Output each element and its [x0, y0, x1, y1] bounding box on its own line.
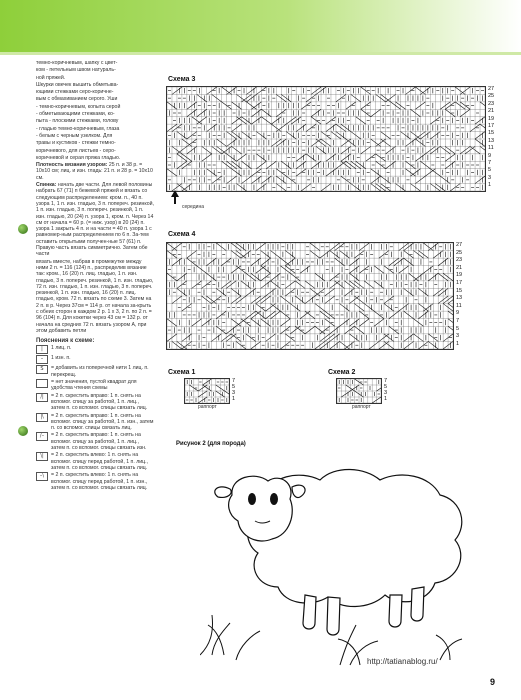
row-number: 5 [488, 167, 492, 174]
intro-paragraphs [36, 60, 154, 161]
legend-text: = 2 п. скрестить влево: 1 п. снять на вспомог. спицу перед работой, 1 п. изн., затем п. со вспомог. спицы связать лиц. [51, 472, 148, 491]
legend-text: = нет значения, пустой квадрат для удобства чтения схемы [51, 379, 137, 392]
schema3-row-numbers [488, 86, 494, 190]
legend-symbol-icon [36, 379, 48, 388]
back-paragraph [36, 182, 154, 258]
back-label: Спинка: [36, 182, 57, 189]
row-number: 5 [384, 384, 388, 390]
intro-line: Шкурки овечек вышить обметыва- [36, 81, 119, 88]
schema4-chart-grid [166, 242, 454, 350]
legend-item [36, 472, 154, 491]
header-green-band [0, 0, 521, 52]
row-number: 21 [488, 108, 495, 115]
legend-item [36, 355, 154, 364]
intro-line: темно-коричневым, шапку с цвет- [36, 60, 118, 66]
row-number: 25 [456, 249, 463, 256]
row-number: 5 [456, 325, 460, 332]
row-number: 19 [456, 272, 463, 279]
row-number: 23 [488, 100, 495, 107]
header-band-edge [0, 52, 521, 55]
legend-symbol-icon: | [36, 345, 48, 354]
green-bullet-icon [18, 224, 28, 234]
row-number: 3 [232, 390, 236, 396]
row-number: 25 [488, 93, 495, 100]
intro-line: - гладью темно-коричневым, глаза [36, 125, 120, 132]
schema3-chart-grid [166, 86, 486, 192]
legend-symbol-icon: |\ [36, 413, 48, 422]
back-text-1: начать две части. Для левой половины набрать 67 (71) п бежевой пряжей и вязать со следующим распределением: кром. п., 40 п. узора 1, 1 п. изн. гладью, 3 п. попереч. резинкой, 1 п. изн. гладью, 3 п. попереч. резинкой, 1 п. изн. гладью, 20 (24) п. узора 1, кром. п. Через 14 см от начала = 60 р. (= ниж. узор) в 20 (24) п. узора 1 закрыть 4 п. и на части = 40 п. узора 1 с равномер-ным распределением по 6 п. За-тем оставить открытыми получен-ные 57 (61) п. Правую часть вязать симметрично. Затем обе части [36, 182, 154, 258]
density-paragraph [36, 162, 154, 181]
schema1-title: Схема 1 [168, 369, 196, 376]
row-number: 9 [456, 310, 460, 317]
back-paragraph-2 [36, 259, 154, 335]
intro-line: ком - петельным швом натураль- [36, 67, 116, 74]
schema4-row-numbers [456, 242, 462, 348]
legend-text: 1 изн. п. [51, 355, 71, 362]
left-text-column [36, 60, 154, 492]
intro-line: травы и кустиков - стежки темно- [36, 140, 116, 147]
row-number: 7 [232, 378, 236, 384]
row-number: 7 [456, 317, 460, 324]
intro-line: вым с обмахиванием серого. Уши [36, 96, 118, 103]
intro-line: ющими стежками серо-коричне- [36, 89, 114, 96]
legend-symbol-icon: \| [36, 452, 48, 461]
row-number: 21 [456, 264, 463, 271]
row-number: 7 [384, 378, 388, 384]
row-number: 3 [456, 333, 460, 340]
schema1-chart-grid [184, 378, 230, 404]
legend-item [36, 345, 154, 354]
row-number: 1 [488, 182, 492, 189]
row-number: 7 [488, 160, 492, 167]
sheep-illustration [200, 455, 500, 670]
legend-text: = 2 п. скрестить влево: 1 п. снять на вспомог. спицу перед работой, 1 п. лиц., затем п. со вспомог. спицы связать лиц. [51, 452, 148, 471]
density-label: Плотность вязания узором: [36, 162, 108, 169]
back-text-2: вязать вместе, набрав в промежутке между ними 2 п. = 116 (124) п., распределив вязание так: кром., 16 (20) п. лиц. гладью, 1 п. изн. гладью, 3 п. попереч. резинкой, 1 п. изн. гладью, 72 п. изн. гладью, 1 п. изн. гладью, 3 п. попереч. резинкой, 1 п. изн. гладью, 16 (20) п. лиц. гладью, кром. 72 п. вязать по схеме 3. Затем на 2 п. в р. Через 37см = 114 р. от начала за-крыть с обеих сторон в каждом 2 р. 1 x 3, 2 п. по 2 п. = 96 (104) п. Для кокетки через 43 см = 132 р. от начала на средних 72 п. вязать узором А, при этом добавить петли [36, 258, 154, 334]
legend-item [36, 393, 154, 412]
intro-line: - белым с черным узелком. Для [36, 132, 113, 139]
row-number: 3 [384, 390, 388, 396]
row-number: 5 [232, 384, 236, 390]
intro-line: ной пряжей. [36, 74, 66, 81]
row-number: 17 [488, 123, 495, 130]
legend-text: 1 лиц. п. [51, 345, 72, 352]
schema2-title: Схема 2 [328, 369, 356, 376]
intro-line: пыта - плоскими стежками, голову [36, 118, 119, 125]
row-number: 13 [488, 137, 495, 144]
intro-line: коричневого, для листьев - серо- [36, 147, 116, 154]
legend-text: = добавить из поперечной нити 1 лиц. п. перекрещ. [51, 365, 149, 378]
row-number: 1 [384, 396, 388, 402]
row-number: 1 [232, 396, 236, 402]
middle-label: середина [182, 204, 204, 210]
row-number: 13 [456, 295, 463, 302]
row-number: 17 [456, 279, 463, 286]
row-number: 1 [456, 340, 460, 347]
legend-item [36, 413, 154, 432]
density-text: 25 п. и 38 р. = 10x10 см; лиц. и изн. гладь: 21 п. и 28 р. = 10x10 см. [36, 162, 153, 181]
figure-caption: Рисунок 2 (для порода) [176, 441, 246, 447]
legend-symbol-icon: /– [36, 432, 48, 441]
page-number: 9 [490, 677, 496, 687]
schema3-title: Схема 3 [168, 76, 196, 83]
row-number: 27 [456, 242, 463, 248]
row-number: 11 [456, 302, 462, 309]
row-number: 19 [488, 115, 495, 122]
legend-symbol-icon: – [36, 355, 48, 364]
intro-line: - темно-коричневым, копыта серой [36, 103, 121, 110]
row-number: 11 [488, 145, 494, 152]
legend-item [36, 379, 154, 392]
schema2-chart-grid [336, 378, 382, 404]
legend-text: = 2 п. скрестить вправо: 1 п. снять на вспомог. спицу за работой, 1 п. изн., затем п. со вспомог. спицы связать лиц. [51, 412, 154, 432]
legend-item [36, 365, 154, 378]
legend-text: = 2 п. скрестить вправо: 1 п. снять на вспомог. спицу за работой, 1 п. лиц., затем п. со вспомог. спицы связать лиц. [51, 392, 148, 412]
row-number: 27 [488, 86, 495, 92]
row-number: 3 [488, 174, 492, 181]
intro-line: коричневой и серая пряжа гладью. [36, 154, 121, 161]
legend-list [36, 345, 154, 491]
middle-arrow-icon [170, 190, 180, 204]
schema1-repeat-label: раппорт [198, 404, 217, 410]
schema1-row-numbers [232, 378, 235, 402]
legend-symbol-icon: –\ [36, 472, 48, 481]
legend-item [36, 432, 154, 451]
legend-title: Пояснения к схеме: [36, 338, 95, 345]
row-number: 15 [456, 287, 463, 294]
row-number: 15 [488, 130, 495, 137]
schema4-title: Схема 4 [168, 231, 196, 238]
legend-symbol-icon: /| [36, 393, 48, 402]
green-bullet-icon [18, 426, 28, 436]
row-number: 23 [456, 257, 463, 264]
legend-text: = 2 п. скрестить вправо: 1 п. снять на вспомог. спицу за работой, 1 п. лиц., затем п. со вспомог. спицы связать изн. [51, 432, 147, 452]
legend-item [36, 452, 154, 471]
footer-url[interactable]: http://tatianablog.ru/ [367, 657, 438, 666]
schema2-row-numbers [384, 378, 387, 402]
intro-line: - обметывающими стежками, ко- [36, 111, 115, 118]
row-number: 9 [488, 152, 492, 159]
schema2-repeat-label: раппорт [352, 404, 371, 410]
legend-symbol-icon: S [36, 365, 48, 374]
